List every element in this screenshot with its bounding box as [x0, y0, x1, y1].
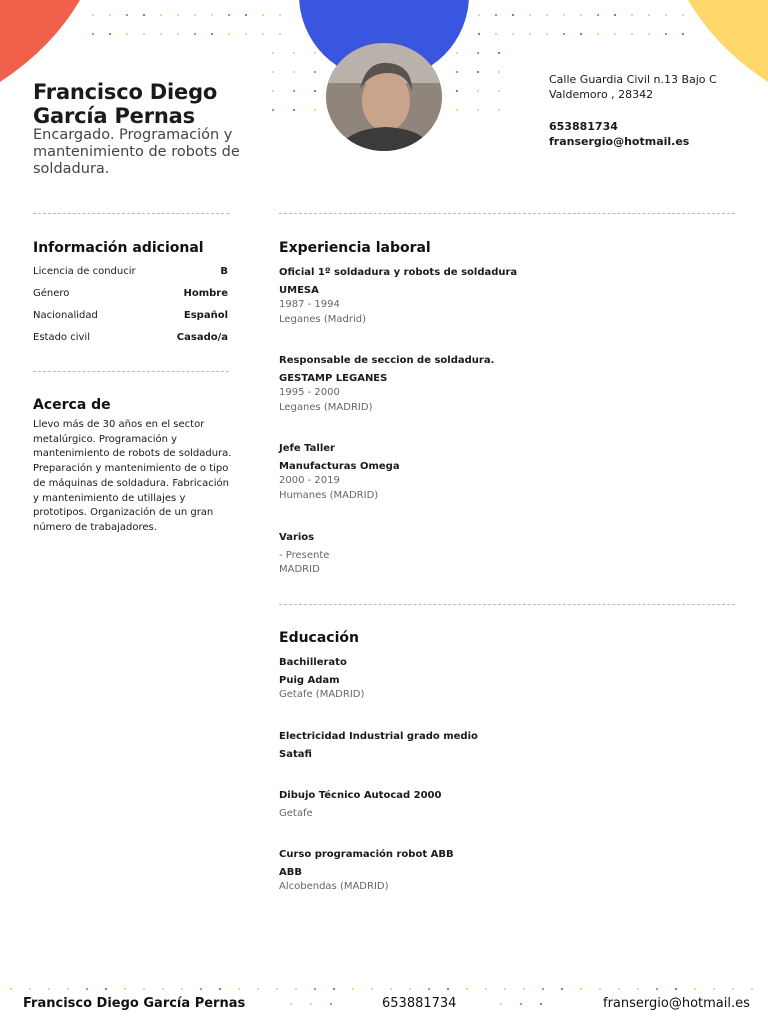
divider — [279, 213, 735, 214]
decorative-dot — [665, 33, 667, 35]
decorative-dot — [540, 1003, 542, 1005]
decorative-dot — [498, 71, 500, 73]
education-school: ABB — [279, 866, 302, 878]
decorative-dot — [561, 988, 563, 990]
decorative-dot — [477, 71, 479, 73]
decorative-red-corner — [0, 0, 80, 82]
decorative-dot — [238, 988, 240, 990]
decorative-dot — [682, 33, 684, 35]
decorative-dot — [245, 33, 247, 35]
decorative-dot — [512, 33, 514, 35]
decorative-dot — [333, 988, 335, 990]
decorative-dot — [177, 33, 179, 35]
decorative-dot — [314, 109, 316, 111]
decorative-dot — [675, 988, 677, 990]
decorative-dot — [310, 1003, 312, 1005]
decorative-dot — [694, 988, 696, 990]
footer-phone: 653881734 — [382, 996, 457, 1011]
experience-dates: 1987 - 1994 — [279, 299, 340, 310]
decorative-dot — [314, 71, 316, 73]
job-title: Encargado. Programación y mantenimiento de robots de soldadura. — [33, 127, 240, 177]
decorative-dot — [447, 988, 449, 990]
decorative-dot — [92, 14, 94, 16]
decorative-dot — [143, 988, 145, 990]
education-entry — [279, 848, 719, 895]
experience-title: Experiencia laboral — [279, 240, 431, 256]
education-entry — [279, 789, 719, 821]
education-course: Dibujo Técnico Autocad 2000 — [279, 790, 442, 801]
experience-position: Responsable de seccion de soldadura. — [279, 355, 495, 366]
decorative-dot — [498, 52, 500, 54]
experience-position: Jefe Taller — [279, 443, 335, 454]
info-row — [33, 332, 228, 343]
decorative-dot — [126, 14, 128, 16]
decorative-dot — [162, 988, 164, 990]
decorative-dot — [529, 14, 531, 16]
decorative-dot — [371, 988, 373, 990]
profile-photo-image — [326, 43, 442, 151]
email-address[interactable]: fransergio@hotmail.es — [549, 135, 690, 148]
decorative-dot — [245, 14, 247, 16]
experience-dates: 1995 - 2000 — [279, 387, 340, 398]
decorative-dot — [228, 33, 230, 35]
decorative-dot — [520, 1003, 522, 1005]
decorative-dot — [262, 33, 264, 35]
decorative-dot — [272, 109, 274, 111]
experience-position: Varios — [279, 532, 315, 543]
decorative-dot — [29, 988, 31, 990]
decorative-dot — [478, 33, 480, 35]
decorative-dot — [177, 14, 179, 16]
decorative-dot — [293, 90, 295, 92]
decorative-dot — [194, 14, 196, 16]
info-label: Género — [33, 288, 70, 299]
decorative-dot — [495, 33, 497, 35]
education-location: Getafe — [279, 807, 313, 819]
decorative-dot — [665, 14, 667, 16]
decorative-dot — [466, 988, 468, 990]
decorative-dot — [498, 109, 500, 111]
decorative-dot — [160, 14, 162, 16]
decorative-dot — [637, 988, 639, 990]
info-row — [33, 288, 228, 299]
decorative-dot — [428, 988, 430, 990]
decorative-dot — [713, 988, 715, 990]
decorative-dot — [390, 988, 392, 990]
decorative-dot — [631, 14, 633, 16]
decorative-dot — [456, 71, 458, 73]
decorative-dot — [631, 33, 633, 35]
decorative-dot — [48, 988, 50, 990]
decorative-dot — [546, 14, 548, 16]
decorative-dot — [86, 988, 88, 990]
decorative-dot — [314, 52, 316, 54]
education-course: Bachillerato — [279, 657, 347, 668]
about-text: Llevo más de 30 años en el sector metalúrgico. Programación y mantenimiento de robots de soldadura. Preparación y mantenimiento de o tipo de máquinas de soldadura. Fabricación y mantenimiento de utillajes y prototipos. Organización de un gran número de trabajadores. — [33, 419, 232, 533]
decorative-dot — [293, 71, 295, 73]
decorative-dot — [456, 52, 458, 54]
decorative-dot — [109, 33, 111, 35]
decorative-dot — [314, 988, 316, 990]
phone-number: 653881734 — [549, 120, 618, 133]
decorative-dot — [352, 988, 354, 990]
decorative-dot — [597, 14, 599, 16]
decorative-dot — [599, 988, 601, 990]
decorative-dot — [92, 33, 94, 35]
decorative-dot — [456, 109, 458, 111]
decorative-dot — [143, 14, 145, 16]
decorative-dot — [751, 988, 753, 990]
decorative-dot — [498, 90, 500, 92]
decorative-dot — [330, 1003, 332, 1005]
info-value: Español — [183, 310, 228, 321]
experience-location: Leganes (Madrid) — [279, 313, 367, 325]
decorative-dot — [67, 988, 69, 990]
decorative-dot — [409, 988, 411, 990]
decorative-dot — [563, 33, 565, 35]
decorative-dot — [290, 1003, 292, 1005]
decorative-dot — [512, 14, 514, 16]
education-title: Educación — [279, 630, 359, 646]
experience-dates: - Presente — [279, 549, 330, 561]
decorative-dot — [276, 988, 278, 990]
decorative-dot — [262, 14, 264, 16]
decorative-dot — [181, 988, 183, 990]
decorative-dot — [529, 33, 531, 35]
experience-entry — [279, 266, 719, 327]
profile-photo — [326, 43, 442, 151]
decorative-dot — [478, 14, 480, 16]
decorative-dot — [618, 988, 620, 990]
decorative-dot — [523, 988, 525, 990]
decorative-dot — [485, 988, 487, 990]
decorative-dot — [257, 988, 259, 990]
decorative-dot — [546, 33, 548, 35]
decorative-dot — [272, 90, 274, 92]
info-label: Estado civil — [33, 332, 90, 343]
experience-position: Oficial 1º soldadura y robots de soldadura — [279, 267, 518, 278]
decorative-dot — [504, 988, 506, 990]
decorative-dot — [105, 988, 107, 990]
education-school: Satafi — [279, 748, 312, 760]
decorative-dot — [279, 14, 281, 16]
decorative-dot — [143, 33, 145, 35]
experience-company: UMESA — [279, 284, 319, 296]
decorative-dot — [580, 988, 582, 990]
decorative-dot — [648, 33, 650, 35]
info-row — [33, 310, 228, 321]
decorative-dot — [614, 14, 616, 16]
decorative-dot — [477, 52, 479, 54]
decorative-dot — [272, 71, 274, 73]
education-entry — [279, 730, 719, 762]
experience-location: Humanes (MADRID) — [279, 489, 379, 501]
decorative-dot — [495, 14, 497, 16]
decorative-dot — [10, 988, 12, 990]
decorative-dot — [614, 33, 616, 35]
decorative-dot — [295, 988, 297, 990]
decorative-dot — [211, 33, 213, 35]
education-entry — [279, 656, 719, 703]
info-value: B — [220, 266, 228, 277]
decorative-dot — [228, 14, 230, 16]
about-title: Acerca de — [33, 397, 111, 413]
info-row — [33, 266, 228, 277]
education-location: Alcobendas (MADRID) — [279, 881, 389, 892]
experience-location: MADRID — [279, 564, 320, 575]
experience-entry — [279, 531, 719, 578]
experience-entry — [279, 442, 719, 503]
experience-entry — [279, 354, 719, 415]
experience-location: Leganes (MADRID) — [279, 401, 373, 413]
info-label: Nacionalidad — [33, 310, 98, 321]
education-school: Puig Adam — [279, 674, 340, 686]
decorative-dot — [109, 14, 111, 16]
decorative-dot — [160, 33, 162, 35]
experience-company: GESTAMP LEGANES — [279, 372, 388, 384]
decorative-dot — [200, 988, 202, 990]
contact-block — [549, 72, 717, 149]
education-course: Curso programación robot ABB — [279, 849, 454, 860]
decorative-dot — [648, 14, 650, 16]
decorative-dot — [211, 14, 213, 16]
decorative-dot — [542, 988, 544, 990]
decorative-dot — [563, 14, 565, 16]
full-name: Francisco Diego García Pernas — [33, 80, 218, 128]
decorative-dot — [456, 90, 458, 92]
decorative-dot — [656, 988, 658, 990]
decorative-dot — [477, 90, 479, 92]
divider — [279, 604, 735, 605]
footer-name: Francisco Diego García Pernas — [23, 996, 246, 1011]
decorative-dot — [124, 988, 126, 990]
decorative-dot — [580, 14, 582, 16]
decorative-dot — [732, 988, 734, 990]
info-value: Hombre — [183, 288, 228, 299]
address-line-2: Valdemoro , 28342 — [549, 88, 654, 101]
decorative-dot — [194, 33, 196, 35]
decorative-dot — [500, 1003, 502, 1005]
decorative-dot — [477, 109, 479, 111]
decorative-dot — [682, 14, 684, 16]
education-course: Electricidad Industrial grado medio — [279, 731, 478, 742]
decorative-dot — [279, 33, 281, 35]
divider — [33, 213, 229, 214]
decorative-dot — [580, 33, 582, 35]
decorative-dot — [293, 52, 295, 54]
decorative-dot — [126, 33, 128, 35]
education-location: Getafe (MADRID) — [279, 689, 365, 700]
info-value: Casado/a — [176, 332, 228, 343]
decorative-dot — [272, 52, 274, 54]
info-label: Licencia de conducir — [33, 266, 136, 277]
decorative-dot — [597, 33, 599, 35]
decorative-dot — [219, 988, 221, 990]
address-line-1: Calle Guardia Civil n.13 Bajo C — [549, 73, 717, 86]
decorative-dot — [314, 90, 316, 92]
decorative-dot — [293, 109, 295, 111]
additional-info-title: Información adicional — [33, 240, 204, 256]
divider — [33, 371, 229, 372]
decorative-yellow-corner — [688, 0, 768, 82]
experience-company: Manufacturas Omega — [279, 460, 400, 472]
experience-dates: 2000 - 2019 — [279, 475, 340, 486]
footer-email[interactable]: fransergio@hotmail.es — [603, 996, 750, 1011]
